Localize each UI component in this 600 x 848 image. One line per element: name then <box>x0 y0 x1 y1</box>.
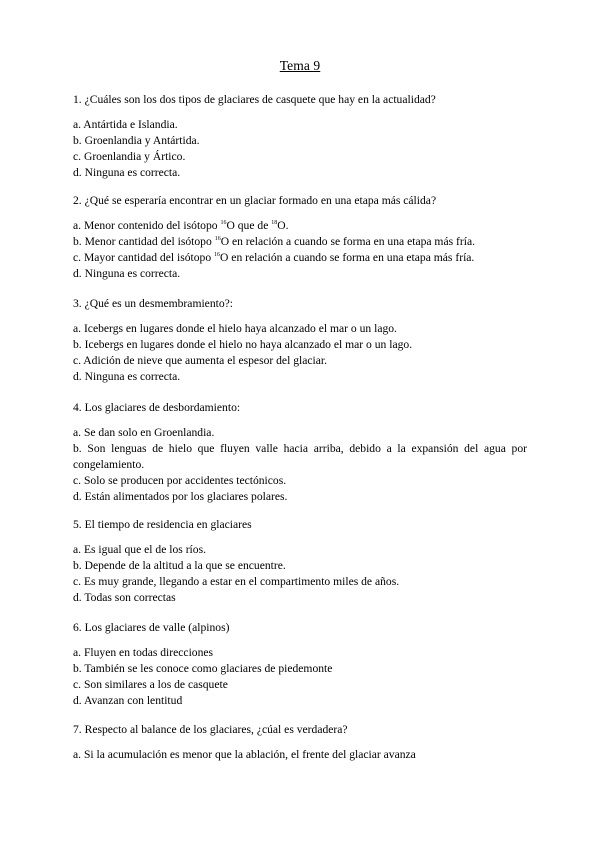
question-2 <box>73 193 527 282</box>
question-text: 6. Los glaciares de valle (alpinos) <box>73 621 230 634</box>
question-text: 5. El tiempo de residencia en glaciares <box>73 518 252 531</box>
option-a: a. Fluyen en todas direcciones <box>73 646 214 659</box>
question-7 <box>73 722 527 763</box>
question-5 <box>73 517 527 606</box>
option-d: d. Ninguna es correcta. <box>73 267 181 280</box>
option-b: b. Son lenguas de hielo que fluyen valle hacia arriba, debido a la expansión del agua por congelamiento. <box>73 442 527 471</box>
option-a: a. Es igual que el de los ríos. <box>73 543 206 556</box>
option-a: a. Icebergs en lugares donde el hielo haya alcanzado el mar o un lago. <box>73 322 397 335</box>
option-b: b. Menor cantidad del isótopo $^{16}$O en relación a cuando se forma en una etapa más fría. <box>73 235 475 248</box>
question-text: 3. ¿Qué es un desmembramiento?: <box>73 297 234 310</box>
question-text: 2. ¿Qué se esperaría encontrar en un glaciar formado en una etapa más cálida? <box>73 194 437 207</box>
option-c: c. Groenlandia y Ártico. <box>73 150 186 163</box>
option-b: b. Depende de la altitud a la que se encuentre. <box>73 559 286 572</box>
option-c: c. Mayor cantidad del isótopo $^{16}$O en relación a cuando se forma en una etapa más fría. <box>73 251 475 264</box>
page-title: Tema 9 <box>279 58 321 73</box>
question-text: 4. Los glaciares de desbordamiento: <box>73 401 241 414</box>
question-text: 7. Respecto al balance de los glaciares, ¿cúal es verdadera? <box>73 723 348 736</box>
question-3 <box>73 296 527 385</box>
question-6 <box>73 620 527 709</box>
option-d: d. Ninguna es correcta. <box>73 166 181 179</box>
option-d: d. Avanzan con lentitud <box>73 694 183 707</box>
option-b: b. Groenlandia y Antártida. <box>73 134 200 147</box>
option-d: d. Ninguna es correcta. <box>73 370 181 383</box>
option-d: d. Todas son correctas <box>73 591 176 604</box>
option-a: a. Se dan solo en Groenlandia. <box>73 426 215 439</box>
option-c: c. Solo se producen por accidentes tectónicos. <box>73 474 287 487</box>
question-text: 1. ¿Cuáles son los dos tipos de glaciares de casquete que hay en la actualidad? <box>73 93 436 106</box>
option-c: c. Es muy grande, llegando a estar en el compartimento miles de años. <box>73 575 400 588</box>
option-b: b. Icebergs en lugares donde el hielo no haya alcanzado el mar o un lago. <box>73 338 413 351</box>
option-a: a. Menor contenido del isótopo $^{16}$O que de $^{18}$O. <box>73 219 289 232</box>
option-c: c. Son similares a los de casquete <box>73 678 228 691</box>
option-a: a. Si la acumulación es menor que la ablación, el frente del glaciar avanza <box>73 748 416 761</box>
question-1 <box>73 92 527 181</box>
option-b: b. También se les conoce como glaciares de piedemonte <box>73 662 333 675</box>
option-a: a. Antártida e Islandia. <box>73 118 178 131</box>
option-c: c. Adición de nieve que aumenta el espesor del glaciar. <box>73 354 327 367</box>
option-d: d. Están alimentados por los glaciares polares. <box>73 490 288 503</box>
question-4 <box>73 400 527 505</box>
